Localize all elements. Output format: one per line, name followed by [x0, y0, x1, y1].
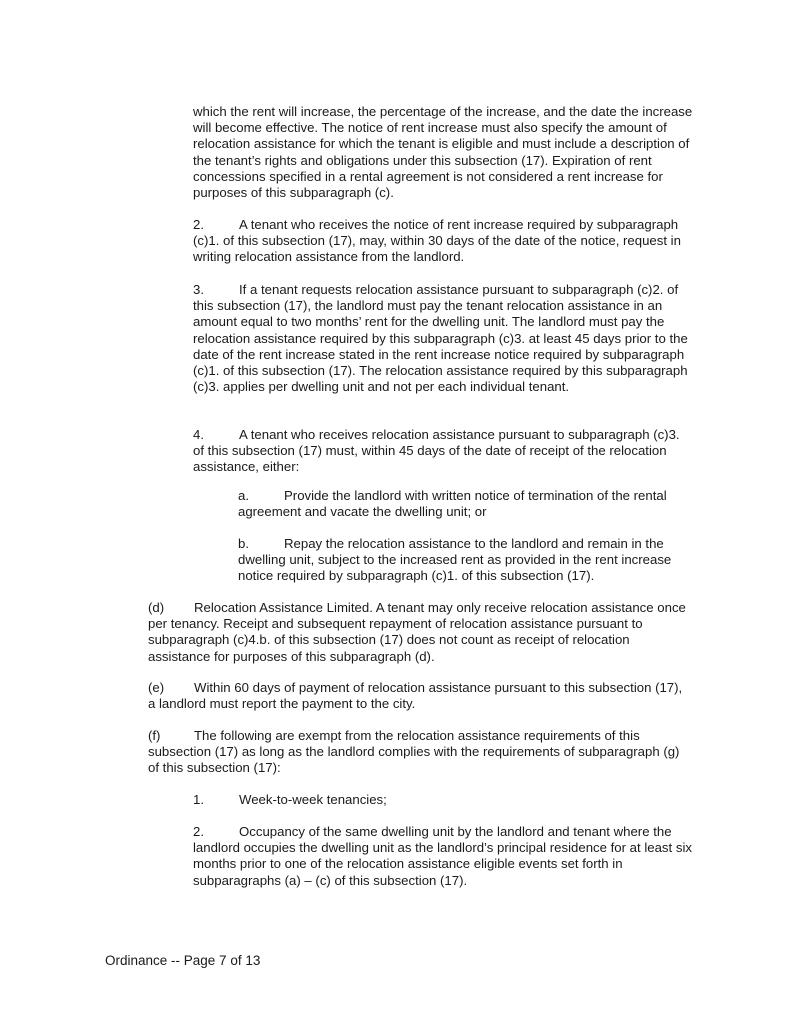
paragraph-number: 4.: [193, 427, 204, 442]
paragraph-text: Provide the landlord with written notice of termination of the rental agreement and vacate the dwelling unit; or: [238, 488, 667, 520]
paragraph-c3: [193, 282, 693, 395]
paragraph-f: [148, 728, 693, 777]
paragraph-c4a: [238, 488, 693, 520]
paragraph-text: Week-to-week tenancies;: [239, 792, 387, 807]
paragraph-number: a.: [238, 488, 249, 503]
paragraph-text: A tenant who receives the notice of rent increase required by subparagraph (c)1. of this subsection (17), may, within 30 days of the date of the notice, request in writing relocation assistance from the landlord.: [193, 217, 681, 265]
paragraph-number: (f): [148, 728, 161, 743]
paragraph-c4: [193, 427, 693, 476]
paragraph-number: 2.: [193, 217, 204, 232]
paragraph-number: (d): [148, 600, 165, 615]
paragraph-d: [148, 600, 693, 665]
paragraph-text: Occupancy of the same dwelling unit by the landlord and tenant where the landlord occupies the dwelling unit as the landlord’s principal residence for at least six months prior to one of the relocation assistance eligible events set forth in subparagraphs (a) – (c) of this subsection (17).: [193, 824, 692, 888]
paragraph-c1-continuation: which the rent will increase, the percentage of the increase, and the date the increase will become effective. The notice of rent increase must also specify the amount of relocation assistance for which the tenant is eligible and must include a description of the tenant’s rights and obligations under this subsection (17). Expiration of rent concessions specified in a rental agreement is not considered a rent increase for purposes of this subparagraph (c).: [193, 104, 693, 201]
page-footer: Ordinance -- Page 7 of 13: [105, 953, 261, 968]
paragraph-f2: [193, 824, 693, 889]
paragraph-text: Repay the relocation assistance to the landlord and remain in the dwelling unit, subject to the increased rent as provided in the rent increase notice required by subparagraph (c)1. of this subsection (17).: [238, 536, 672, 584]
paragraph-number: 3.: [193, 282, 204, 297]
paragraph-number: 1.: [193, 792, 204, 807]
paragraph-text: The following are exempt from the relocation assistance requirements of this subsection (17) as long as the landlord complies with the requirements of subparagraph (g) of this subsection (17):: [148, 728, 680, 776]
paragraph-c4b: [238, 536, 693, 585]
paragraph-c2: [193, 217, 693, 266]
paragraph-f1: [193, 792, 693, 808]
paragraph-text: Within 60 days of payment of relocation assistance pursuant to this subsection (17), a landlord must report the payment to the city.: [148, 680, 683, 712]
paragraph-e: [148, 680, 693, 712]
paragraph-number: (e): [148, 680, 165, 695]
paragraph-text: Relocation Assistance Limited. A tenant may only receive relocation assistance once per tenancy. Receipt and subsequent repayment of relocation assistance pursuant to subparagraph (c)4.b. of this subsection (17) does not count as receipt of relocation assistance for purposes of this subparagraph (d).: [148, 600, 686, 664]
paragraph-text: A tenant who receives relocation assistance pursuant to subparagraph (c)3. of this subsection (17) must, within 45 days of the date of receipt of the relocation assistance, either:: [193, 427, 680, 475]
paragraph-number: 2.: [193, 824, 204, 839]
paragraph-text: If a tenant requests relocation assistance pursuant to subparagraph (c)2. of this subsection (17), the landlord must pay the tenant relocation assistance in an amount equal to two months’ rent for the dwelling unit. The landlord must pay the relocation assistance required by this subparagraph (c)3. at least 45 days prior to the date of the rent increase stated in the rent increase notice required by subparagraph (c)1. of this subsection (17). The relocation assistance required by this subparagraph (c)3. applies per dwelling unit and not per each individual tenant.: [193, 282, 688, 395]
paragraph-number: b.: [238, 536, 249, 551]
